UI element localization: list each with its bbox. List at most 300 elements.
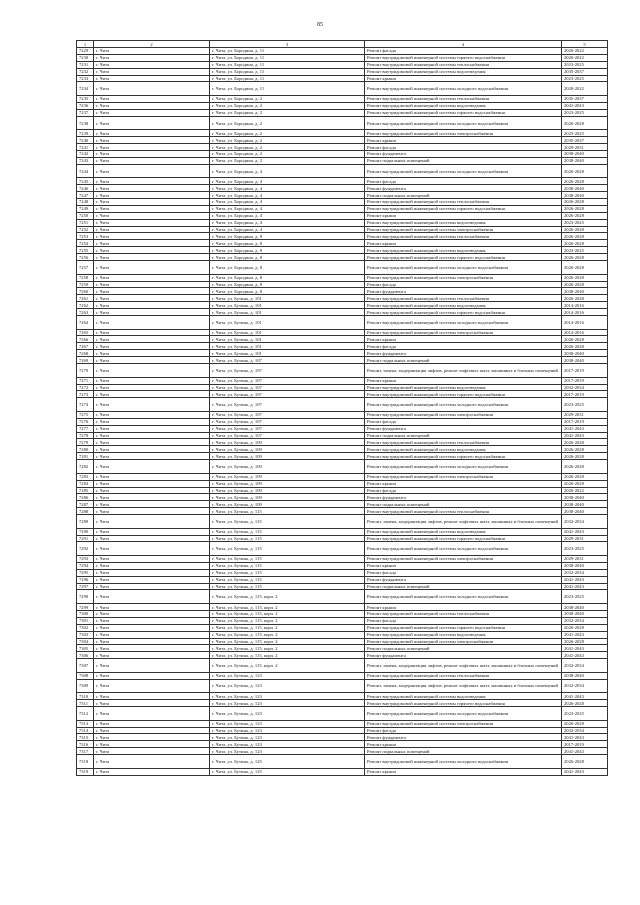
table-row bbox=[77, 425, 608, 432]
row-locality: г. Чита bbox=[94, 679, 210, 693]
row-period: 2026-2028 bbox=[562, 439, 608, 446]
row-period: 2026-2028 bbox=[562, 446, 608, 453]
table-row bbox=[77, 254, 608, 261]
row-address: г. Чита, ул. Бутина, д. 115 bbox=[210, 562, 365, 569]
row-work-type: Ремонт фасада bbox=[365, 343, 562, 350]
row-work-type: Ремонт внутридомовой инженерной системы холодного водоснабжения bbox=[365, 707, 562, 721]
header-col-4: 4 bbox=[365, 41, 562, 48]
row-work-type: Ремонт, замена, модернизация лифтов, ремонт лифтовых шахт, машинных и блочных помещений bbox=[365, 364, 562, 378]
table-row bbox=[77, 501, 608, 508]
table-row bbox=[77, 130, 608, 137]
row-work-type: Ремонт фундамента bbox=[365, 150, 562, 157]
table-row bbox=[77, 652, 608, 659]
row-period: 2035-2037 bbox=[562, 137, 608, 144]
table-row bbox=[77, 96, 608, 103]
row-work-type: Ремонт внутридомовой инженерной системы горячего водоснабжения bbox=[365, 109, 562, 116]
row-work-type: Ремонт внутридомовой инженерной системы электроснабжения bbox=[365, 329, 562, 336]
row-address: г. Чита, ул. Бутина, д. 125 bbox=[210, 768, 365, 775]
row-address: г. Чита, ул. Бородина, д. 2 bbox=[210, 102, 365, 109]
row-period: 2026-2028 bbox=[562, 453, 608, 460]
row-period: 2029-2031 bbox=[562, 411, 608, 418]
row-work-type: Ремонт внутридомовой инженерной системы электроснабжения bbox=[365, 556, 562, 563]
row-period: 2038-2040 bbox=[562, 508, 608, 515]
row-locality: г. Чита bbox=[94, 254, 210, 261]
row-period: 2026-2028 bbox=[562, 480, 608, 487]
row-number: 7295 bbox=[77, 569, 94, 576]
row-work-type: Ремонт внутридомовой инженерной системы электроснабжения bbox=[365, 274, 562, 281]
row-period: 2041-2043 bbox=[562, 645, 608, 652]
row-work-type: Ремонт крыши bbox=[365, 75, 562, 82]
row-address: г. Чита, ул. Бутина, д. 115, корп. 2 bbox=[210, 610, 365, 617]
table-row bbox=[77, 439, 608, 446]
row-locality: г. Чита bbox=[94, 343, 210, 350]
row-number: 7294 bbox=[77, 562, 94, 569]
row-work-type: Ремонт внутридомовой инженерной системы холодного водоснабжения bbox=[365, 116, 562, 130]
row-period: 2035-2037 bbox=[562, 68, 608, 75]
row-work-type: Ремонт внутридомовой инженерной системы водоотведения bbox=[365, 446, 562, 453]
row-work-type: Ремонт крыши bbox=[365, 741, 562, 748]
row-number: 7317 bbox=[77, 748, 94, 755]
row-work-type: Ремонт подвальных помещений bbox=[365, 583, 562, 590]
row-period: 2026-2028 bbox=[562, 755, 608, 769]
table-row bbox=[77, 226, 608, 233]
row-period: 2017-2019 bbox=[562, 364, 608, 378]
row-work-type: Ремонт внутридомовой инженерной системы электроснабжения bbox=[365, 720, 562, 727]
row-work-type: Ремонт внутридомовой инженерной системы горячего водоснабжения bbox=[365, 535, 562, 542]
table-row bbox=[77, 109, 608, 116]
row-work-type: Ремонт внутридомовой инженерной системы горячего водоснабжения bbox=[365, 453, 562, 460]
row-number: 7310 bbox=[77, 693, 94, 700]
table-row bbox=[77, 707, 608, 721]
row-work-type: Ремонт подвальных помещений bbox=[365, 432, 562, 439]
row-number: 7284 bbox=[77, 480, 94, 487]
row-period: 2032-2034 bbox=[562, 384, 608, 391]
row-number: 7275 bbox=[77, 411, 94, 418]
table-row bbox=[77, 164, 608, 178]
row-locality: г. Чита bbox=[94, 645, 210, 652]
row-address: г. Чита, ул. Бутина, д. 101 bbox=[210, 343, 365, 350]
row-period: 2026-2028 bbox=[562, 254, 608, 261]
row-locality: г. Чита bbox=[94, 562, 210, 569]
row-locality: г. Чита bbox=[94, 624, 210, 631]
row-period: 2041-2043 bbox=[562, 748, 608, 755]
table-row bbox=[77, 569, 608, 576]
row-period: 2038-2040 bbox=[562, 357, 608, 364]
row-locality: г. Чита bbox=[94, 377, 210, 384]
row-number: 7231 bbox=[77, 61, 94, 68]
row-number: 7307 bbox=[77, 659, 94, 673]
row-locality: г. Чита bbox=[94, 192, 210, 199]
repair-schedule-table bbox=[76, 40, 608, 776]
row-address: г. Чита, ул. Бородина, д. 4 bbox=[210, 164, 365, 178]
row-work-type: Ремонт крыши bbox=[365, 137, 562, 144]
row-address: г. Чита, ул. Бородина, д. 11 bbox=[210, 54, 365, 61]
row-number: 7277 bbox=[77, 425, 94, 432]
table-row bbox=[77, 219, 608, 226]
row-address: г. Чита, ул. Бутина, д. 115, корп. 2 bbox=[210, 617, 365, 624]
row-period: 2017-2019 bbox=[562, 741, 608, 748]
row-number: 7261 bbox=[77, 295, 94, 302]
row-work-type: Ремонт внутридомовой инженерной системы теплоснабжения bbox=[365, 508, 562, 515]
table-row bbox=[77, 192, 608, 199]
row-locality: г. Чита bbox=[94, 638, 210, 645]
row-work-type: Ремонт внутридомовой инженерной системы горячего водоснабжения bbox=[365, 624, 562, 631]
row-number: 7264 bbox=[77, 315, 94, 329]
row-number: 7271 bbox=[77, 377, 94, 384]
row-address: г. Чита, ул. Бутина, д. 115 bbox=[210, 569, 365, 576]
table-row bbox=[77, 645, 608, 652]
row-locality: г. Чита bbox=[94, 398, 210, 412]
row-work-type: Ремонт внутридомовой инженерной системы водоотведения bbox=[365, 247, 562, 254]
row-work-type: Ремонт фасада bbox=[365, 487, 562, 494]
row-number: 7246 bbox=[77, 185, 94, 192]
row-period: 2032-2034 bbox=[562, 617, 608, 624]
row-address: г. Чита, ул. Бутина, д. 123 bbox=[210, 679, 365, 693]
row-number: 7273 bbox=[77, 391, 94, 398]
row-address: г. Чита, ул. Бородина, д. 11 bbox=[210, 48, 365, 55]
row-work-type: Ремонт фасада bbox=[365, 418, 562, 425]
row-number: 7245 bbox=[77, 178, 94, 185]
table-row bbox=[77, 343, 608, 350]
row-locality: г. Чита bbox=[94, 54, 210, 61]
row-work-type: Ремонт внутридомовой инженерной системы холодного водоснабжения bbox=[365, 542, 562, 556]
row-period: 2026-2028 bbox=[562, 473, 608, 480]
row-locality: г. Чита bbox=[94, 144, 210, 151]
row-work-type: Ремонт внутридомовой инженерной системы горячего водоснабжения bbox=[365, 700, 562, 707]
row-period: 2014-2016 bbox=[562, 309, 608, 316]
table-row bbox=[77, 281, 608, 288]
row-address: г. Чита, ул. Бутина, д. 115 bbox=[210, 542, 365, 556]
row-work-type: Ремонт внутридомовой инженерной системы теплоснабжения bbox=[365, 439, 562, 446]
table-row bbox=[77, 446, 608, 453]
row-period: 2023-2025 bbox=[562, 398, 608, 412]
row-number: 7298 bbox=[77, 590, 94, 604]
row-number: 7269 bbox=[77, 357, 94, 364]
row-address: г. Чита, ул. Бутина, д. 115, корп. 2 bbox=[210, 590, 365, 604]
row-address: г. Чита, ул. Бородина, д. 8 bbox=[210, 281, 365, 288]
row-number: 7281 bbox=[77, 453, 94, 460]
row-locality: г. Чита bbox=[94, 329, 210, 336]
row-address: г. Чита, ул. Бутина, д. 107 bbox=[210, 364, 365, 378]
row-period: 2023-2025 bbox=[562, 707, 608, 721]
row-period: 2032-2034 bbox=[562, 727, 608, 734]
row-number: 7289 bbox=[77, 515, 94, 529]
row-address: г. Чита, ул. Бутина, д. 107 bbox=[210, 418, 365, 425]
row-period: 2014-2016 bbox=[562, 315, 608, 329]
row-locality: г. Чита bbox=[94, 137, 210, 144]
row-number: 7290 bbox=[77, 528, 94, 535]
table-row bbox=[77, 624, 608, 631]
row-address: г. Чита, ул. Бородина, д. 8 bbox=[210, 288, 365, 295]
row-address: г. Чита, ул. Бородина, д. 2 bbox=[210, 150, 365, 157]
row-address: г. Чита, ул. Бутина, д. 115 bbox=[210, 556, 365, 563]
row-locality: г. Чита bbox=[94, 68, 210, 75]
row-period: 2041-2043 bbox=[562, 528, 608, 535]
row-work-type: Ремонт внутридомовой инженерной системы теплоснабжения bbox=[365, 233, 562, 240]
row-locality: г. Чита bbox=[94, 487, 210, 494]
table-row bbox=[77, 102, 608, 109]
row-period: 2041-2043 bbox=[562, 425, 608, 432]
row-period: 2038-2040 bbox=[562, 350, 608, 357]
row-work-type: Ремонт подвальных помещений bbox=[365, 157, 562, 164]
row-period: 2041-2043 bbox=[562, 576, 608, 583]
row-address: г. Чита, ул. Бутина, д. 107 bbox=[210, 391, 365, 398]
row-address: г. Чита, ул. Бородина, д. 8 bbox=[210, 254, 365, 261]
row-period: 2017-2019 bbox=[562, 377, 608, 384]
row-number: 7286 bbox=[77, 494, 94, 501]
row-number: 7296 bbox=[77, 576, 94, 583]
row-locality: г. Чита bbox=[94, 748, 210, 755]
table-row bbox=[77, 542, 608, 556]
row-period: 2026-2028 bbox=[562, 624, 608, 631]
row-locality: г. Чита bbox=[94, 535, 210, 542]
table-row bbox=[77, 508, 608, 515]
row-period: 2026-2028 bbox=[562, 638, 608, 645]
row-address: г. Чита, ул. Бутина, д. 101 bbox=[210, 336, 365, 343]
row-work-type: Ремонт крыши bbox=[365, 604, 562, 611]
table-row bbox=[77, 247, 608, 254]
row-number: 7300 bbox=[77, 610, 94, 617]
row-work-type: Ремонт внутридомовой инженерной системы холодного водоснабжения bbox=[365, 755, 562, 769]
row-work-type: Ремонт подвальных помещений bbox=[365, 748, 562, 755]
row-period: 2023-2025 bbox=[562, 219, 608, 226]
row-locality: г. Чита bbox=[94, 288, 210, 295]
row-work-type: Ремонт, замена, модернизация лифтов, ремонт лифтовых шахт, машинных и блочных помещений bbox=[365, 515, 562, 529]
row-work-type: Ремонт внутридомовой инженерной системы холодного водоснабжения bbox=[365, 82, 562, 96]
row-address: г. Чита, ул. Бутина, д. 123 bbox=[210, 672, 365, 679]
row-locality: г. Чита bbox=[94, 453, 210, 460]
table-row bbox=[77, 741, 608, 748]
row-number: 7306 bbox=[77, 652, 94, 659]
row-number: 7234 bbox=[77, 82, 94, 96]
row-period: 2038-2040 bbox=[562, 185, 608, 192]
row-period: 2020-2022 bbox=[562, 82, 608, 96]
row-work-type: Ремонт фундамента bbox=[365, 734, 562, 741]
table-row bbox=[77, 116, 608, 130]
row-work-type: Ремонт крыши bbox=[365, 562, 562, 569]
row-address: г. Чита, ул. Бородина, д. 2 bbox=[210, 137, 365, 144]
row-period: 2020-2022 bbox=[562, 54, 608, 61]
row-address: г. Чита, ул. Бутина, д. 101 bbox=[210, 315, 365, 329]
row-period: 2026-2028 bbox=[562, 205, 608, 212]
row-number: 7256 bbox=[77, 254, 94, 261]
table-row bbox=[77, 453, 608, 460]
row-number: 7276 bbox=[77, 418, 94, 425]
row-number: 7259 bbox=[77, 281, 94, 288]
row-number: 7301 bbox=[77, 617, 94, 624]
row-locality: г. Чита bbox=[94, 446, 210, 453]
row-period: 2038-2040 bbox=[562, 610, 608, 617]
row-locality: г. Чита bbox=[94, 295, 210, 302]
row-address: г. Чита, ул. Бутина, д. 107 bbox=[210, 411, 365, 418]
row-period: 2032-2034 bbox=[562, 659, 608, 673]
row-number: 7235 bbox=[77, 96, 94, 103]
row-address: г. Чита, ул. Бутина, д. 115 bbox=[210, 528, 365, 535]
row-address: г. Чита, ул. Бутина, д. 115, корп. 2 bbox=[210, 638, 365, 645]
row-address: г. Чита, ул. Бутина, д. 115, корп. 2 bbox=[210, 631, 365, 638]
row-address: г. Чита, ул. Бородина, д. 11 bbox=[210, 75, 365, 82]
row-work-type: Ремонт фундамента bbox=[365, 652, 562, 659]
row-number: 7297 bbox=[77, 583, 94, 590]
row-locality: г. Чита bbox=[94, 205, 210, 212]
row-work-type: Ремонт фасада bbox=[365, 178, 562, 185]
row-number: 7314 bbox=[77, 727, 94, 734]
row-period: 2023-2025 bbox=[562, 247, 608, 254]
row-locality: г. Чита bbox=[94, 460, 210, 474]
row-number: 7280 bbox=[77, 446, 94, 453]
row-work-type: Ремонт внутридомовой инженерной системы теплоснабжения bbox=[365, 672, 562, 679]
table-row bbox=[77, 590, 608, 604]
row-work-type: Ремонт внутридомовой инженерной системы водоотведения bbox=[365, 384, 562, 391]
row-locality: г. Чита bbox=[94, 261, 210, 275]
row-period: 2029-2031 bbox=[562, 556, 608, 563]
row-address: г. Чита, ул. Бутина, д. 123 bbox=[210, 748, 365, 755]
table-row bbox=[77, 556, 608, 563]
row-number: 7242 bbox=[77, 150, 94, 157]
row-period: 2038-2040 bbox=[562, 192, 608, 199]
table-row bbox=[77, 205, 608, 212]
row-locality: г. Чита bbox=[94, 693, 210, 700]
row-address: г. Чита, ул. Бутина, д. 115, корп. 2 bbox=[210, 604, 365, 611]
row-locality: г. Чита bbox=[94, 734, 210, 741]
row-period: 2026-2028 bbox=[562, 233, 608, 240]
row-number: 7239 bbox=[77, 130, 94, 137]
row-work-type: Ремонт фундамента bbox=[365, 288, 562, 295]
row-work-type: Ремонт фундамента bbox=[365, 425, 562, 432]
row-address: г. Чита, ул. Бородина, д. 2 bbox=[210, 109, 365, 116]
table-row bbox=[77, 528, 608, 535]
table-row bbox=[77, 610, 608, 617]
row-period: 2026-2028 bbox=[562, 199, 608, 206]
row-locality: г. Чита bbox=[94, 75, 210, 82]
row-period: 2023-2025 bbox=[562, 61, 608, 68]
row-locality: г. Чита bbox=[94, 150, 210, 157]
row-address: г. Чита, ул. Бутина, д. 123 bbox=[210, 727, 365, 734]
table-row bbox=[77, 199, 608, 206]
row-address: г. Чита, ул. Бутина, д. 123 bbox=[210, 720, 365, 727]
row-work-type: Ремонт внутридомовой инженерной системы водоотведения bbox=[365, 693, 562, 700]
row-period: 2038-2040 bbox=[562, 501, 608, 508]
row-locality: г. Чита bbox=[94, 473, 210, 480]
row-number: 7278 bbox=[77, 432, 94, 439]
row-period: 2041-2043 bbox=[562, 583, 608, 590]
row-locality: г. Чита bbox=[94, 102, 210, 109]
table-row bbox=[77, 68, 608, 75]
row-address: г. Чита, ул. Бородина, д. 2 bbox=[210, 96, 365, 103]
row-address: г. Чита, ул. Бородина, д. 11 bbox=[210, 68, 365, 75]
row-work-type: Ремонт внутридомовой инженерной системы холодного водоснабжения bbox=[365, 398, 562, 412]
row-locality: г. Чита bbox=[94, 631, 210, 638]
row-locality: г. Чита bbox=[94, 199, 210, 206]
row-work-type: Ремонт внутридомовой инженерной системы горячего водоснабжения bbox=[365, 205, 562, 212]
row-address: г. Чита, ул. Бородина, д. 2 bbox=[210, 144, 365, 151]
row-period: 2026-2028 bbox=[562, 240, 608, 247]
row-locality: г. Чита bbox=[94, 494, 210, 501]
row-locality: г. Чита bbox=[94, 569, 210, 576]
row-address: г. Чита, ул. Бородина, д. 2 bbox=[210, 130, 365, 137]
row-period: 2026-2028 bbox=[562, 226, 608, 233]
row-work-type: Ремонт внутридомовой инженерной системы электроснабжения bbox=[365, 473, 562, 480]
row-work-type: Ремонт внутридомовой инженерной системы холодного водоснабжения bbox=[365, 315, 562, 329]
table-row bbox=[77, 473, 608, 480]
row-period: 2041-2043 bbox=[562, 652, 608, 659]
row-address: г. Чита, ул. Бутина, д. 115, корп. 2 bbox=[210, 624, 365, 631]
row-address: г. Чита, ул. Бутина, д. 109 bbox=[210, 453, 365, 460]
row-work-type: Ремонт внутридомовой инженерной системы водоотведения bbox=[365, 302, 562, 309]
row-address: г. Чита, ул. Бородина, д. 8 bbox=[210, 233, 365, 240]
table-row bbox=[77, 233, 608, 240]
table-row bbox=[77, 212, 608, 219]
table-row bbox=[77, 261, 608, 275]
row-number: 7258 bbox=[77, 274, 94, 281]
row-locality: г. Чита bbox=[94, 384, 210, 391]
row-period: 2041-2043 bbox=[562, 631, 608, 638]
table-row bbox=[77, 494, 608, 501]
row-period: 2038-2040 bbox=[562, 150, 608, 157]
table-row bbox=[77, 418, 608, 425]
row-number: 7251 bbox=[77, 219, 94, 226]
table-row bbox=[77, 398, 608, 412]
row-work-type: Ремонт крыши bbox=[365, 377, 562, 384]
row-locality: г. Чита bbox=[94, 610, 210, 617]
row-period: 2038-2040 bbox=[562, 494, 608, 501]
row-number: 7285 bbox=[77, 487, 94, 494]
table-row bbox=[77, 515, 608, 529]
row-address: г. Чита, ул. Бородина, д. 8 bbox=[210, 261, 365, 275]
row-address: г. Чита, ул. Бородина, д. 4 bbox=[210, 178, 365, 185]
header-col-1: 1 bbox=[77, 41, 94, 48]
table-row bbox=[77, 350, 608, 357]
row-number: 7272 bbox=[77, 384, 94, 391]
row-locality: г. Чита bbox=[94, 61, 210, 68]
row-work-type: Ремонт фасада bbox=[365, 48, 562, 55]
row-work-type: Ремонт фундамента bbox=[365, 494, 562, 501]
row-work-type: Ремонт внутридомовой инженерной системы горячего водоснабжения bbox=[365, 254, 562, 261]
row-number: 7265 bbox=[77, 329, 94, 336]
row-address: г. Чита, ул. Бородина, д. 2 bbox=[210, 157, 365, 164]
row-address: г. Чита, ул. Бородина, д. 4 bbox=[210, 226, 365, 233]
row-period: 2023-2025 bbox=[562, 75, 608, 82]
row-period: 2023-2025 bbox=[562, 109, 608, 116]
row-work-type: Ремонт внутридомовой инженерной системы водоотведения bbox=[365, 631, 562, 638]
row-locality: г. Чита bbox=[94, 364, 210, 378]
row-locality: г. Чита bbox=[94, 741, 210, 748]
header-col-3: 3 bbox=[210, 41, 365, 48]
row-number: 7313 bbox=[77, 720, 94, 727]
row-period: 2026-2028 bbox=[562, 212, 608, 219]
row-period: 2026-2028 bbox=[562, 164, 608, 178]
row-address: г. Чита, ул. Бутина, д. 115 bbox=[210, 583, 365, 590]
row-locality: г. Чита bbox=[94, 508, 210, 515]
row-number: 7302 bbox=[77, 624, 94, 631]
row-period: 2026-2028 bbox=[562, 261, 608, 275]
row-period: 2020-2022 bbox=[562, 48, 608, 55]
row-number: 7236 bbox=[77, 102, 94, 109]
row-address: г. Чита, ул. Бородина, д. 4 bbox=[210, 192, 365, 199]
table-row bbox=[77, 583, 608, 590]
row-locality: г. Чита bbox=[94, 309, 210, 316]
row-period: 2026-2028 bbox=[562, 343, 608, 350]
row-address: г. Чита, ул. Бутина, д. 109 bbox=[210, 487, 365, 494]
row-locality: г. Чита bbox=[94, 515, 210, 529]
row-number: 7305 bbox=[77, 645, 94, 652]
row-period: 2026-2028 bbox=[562, 295, 608, 302]
row-address: г. Чита, ул. Бутина, д. 115 bbox=[210, 576, 365, 583]
row-work-type: Ремонт внутридомовой инженерной системы холодного водоснабжения bbox=[365, 261, 562, 275]
row-number: 7260 bbox=[77, 288, 94, 295]
row-number: 7304 bbox=[77, 638, 94, 645]
table-row bbox=[77, 487, 608, 494]
